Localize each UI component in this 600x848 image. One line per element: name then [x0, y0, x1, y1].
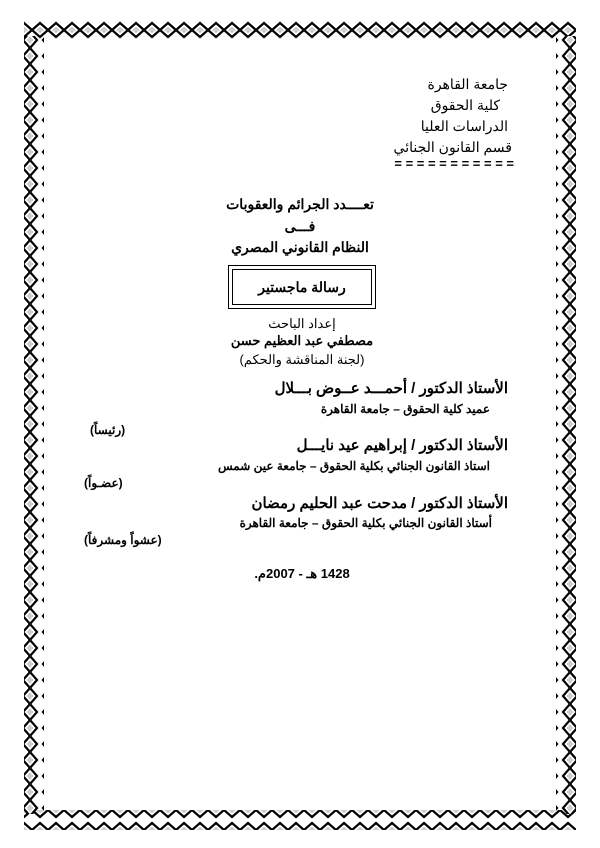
committee-label: (لجنة المناقشة والحكم) — [239, 352, 365, 367]
prepared-by-label: إعداد الباحث — [268, 316, 336, 331]
header-separator: = = = = = = = = = = = — [394, 156, 514, 171]
committee-member-2-role: (عضـواً) — [84, 476, 123, 490]
university-name: جامعة القاهرة — [427, 76, 508, 92]
committee-member-3-position: أستاذ القانون الجنائي بكلية الحقوق – جامعة القاهرة — [239, 516, 492, 530]
thesis-date: 1428 هـ - 2007م. — [254, 566, 350, 581]
faculty-name: كلية الحقوق — [430, 97, 500, 113]
committee-member-2-name: الأستاذ الدكتور / إبراهيم عيد نايـــل — [296, 437, 508, 454]
thesis-title-line3: النظام القانوني المصري — [231, 239, 369, 255]
committee-member-2-position: استاذ القانون الجنائي بكلية الحقوق – جامعة عين شمس — [217, 459, 490, 473]
committee-member-3-role: (عشواً ومشرفاً) — [84, 533, 162, 547]
department-name: قسم القانون الجنائي — [393, 139, 512, 155]
department-studies: الدراسات العليا — [420, 118, 508, 134]
thesis-title-line1: تعــــدد الجرائم والعقوبات — [226, 196, 374, 212]
committee-member-1-name: الأستاذ الدكتور / أحمـــد عــوض بـــلال — [274, 380, 508, 397]
thesis-type-label: رسالة ماجستير — [258, 278, 346, 295]
thesis-title-line2: فـــى — [284, 218, 316, 234]
committee-member-1-role: (رئيساً) — [90, 423, 126, 437]
author-name: مصطفي عبد العظيم حسن — [230, 333, 374, 348]
thesis-type-box — [232, 269, 372, 305]
committee-member-1-position: عميد كلية الحقوق – جامعة القاهرة — [320, 402, 490, 416]
committee-member-3-name: الأستاذ الدكتور / مدحت عبد الحليم رمضان — [251, 495, 508, 512]
